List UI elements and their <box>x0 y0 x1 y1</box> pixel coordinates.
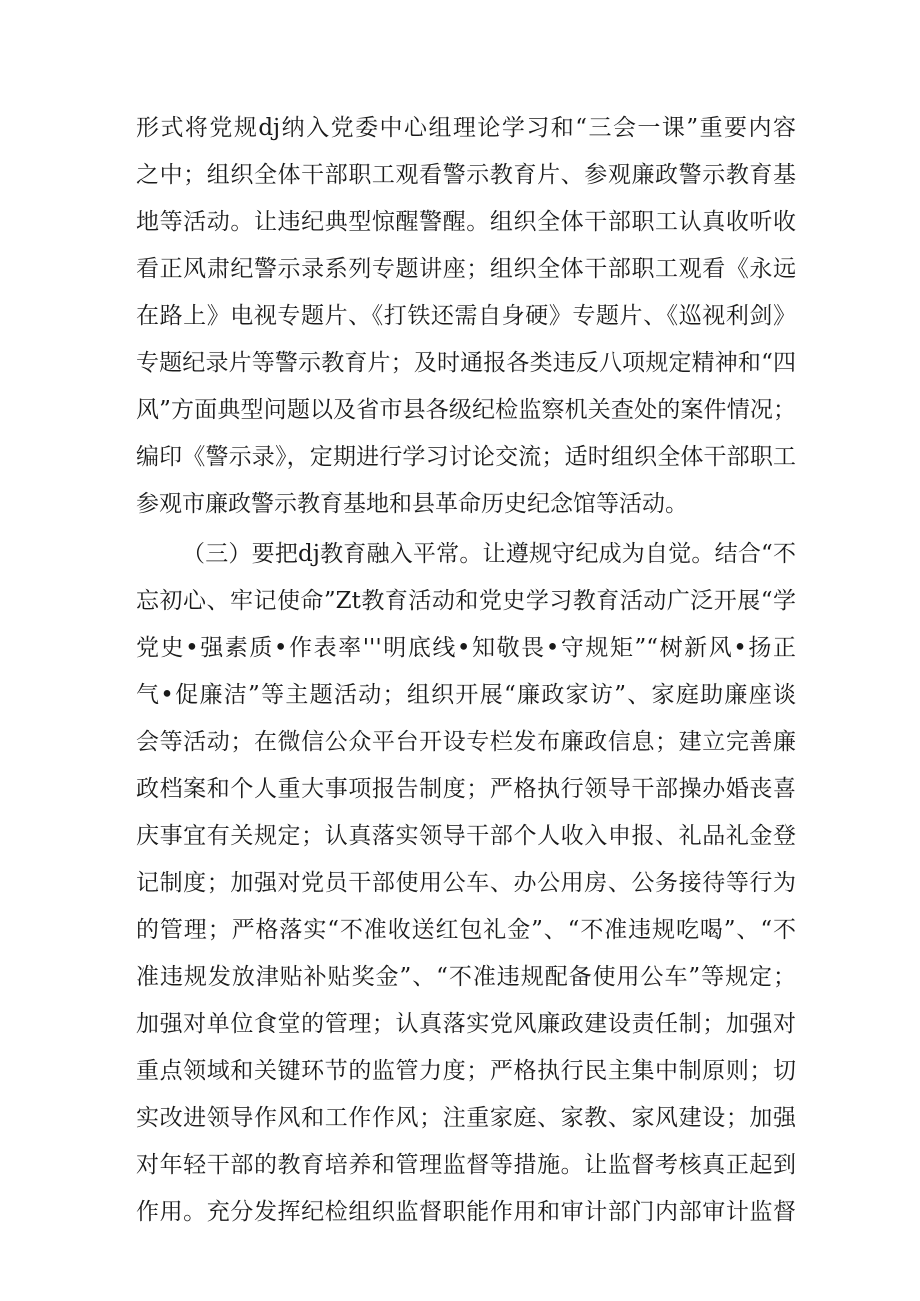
paragraph-2-line-9: 的管理；严格落实“不准收送红包礼金”、“不准违规吃喝”、“不 <box>136 917 796 943</box>
paragraph-2-line-11: 加强对单位食堂的管理；认真落实党风廉政建设责任制；加强对 <box>136 1011 796 1037</box>
paragraph-2-line-7: 庆事宜有关规定；认真落实领导干部个人收入申报、礼品礼金登 <box>136 823 796 849</box>
paragraph-2-line-8: 记制度；加强对党员干部使用公车、办公用房、公务接待等行为 <box>136 870 796 896</box>
paragraph-2-line-5: 会等活动；在微信公众平台开设专栏发布廉政信息；建立完善廉 <box>136 729 796 755</box>
paragraph-1-line-6: 专题纪录片等警示教育片；及时通报各类违反八项规定精神和“四 <box>136 350 796 376</box>
paragraph-2-line-14: 对年轻干部的教育培养和管理监督等措施。让监督考核真正起到 <box>136 1152 796 1178</box>
paragraph-1-line-7: 风”方面典型问题以及省市县各级纪检监察机关查处的案件情况； <box>136 397 796 423</box>
paragraph-2-line-15: 作用。充分发挥纪检组织监督职能作用和审计部门内部审计监督 <box>136 1199 796 1225</box>
paragraph-1-line-4: 看正风肃纪警示录系列专题讲座；组织全体干部职工观看《永远 <box>136 256 796 282</box>
paragraph-1-line-5: 在路上》电视专题片、《打铁还需自身硬》专题片、《巡视利剑》 <box>136 303 796 329</box>
paragraph-1-line-9: 参观市廉政警示教育基地和县革命历史纪念馆等活动。 <box>136 491 688 517</box>
paragraph-2-line-2: 忘初心、牢记使命”Zt教育活动和党史学习教育活动广泛开展“学 <box>136 588 796 614</box>
paragraph-2-line-12: 重点领域和关键环节的监管力度；严格执行民主集中制原则；切 <box>136 1058 796 1084</box>
paragraph-2-line-13: 实改进领导作风和工作作风；注重家庭、家教、家风建设；加强 <box>136 1105 796 1131</box>
paragraph-2-line-6: 政档案和个人重大事项报告制度；严格执行领导干部操办婚丧喜 <box>136 776 796 802</box>
paragraph-2-line-3: 党史•强素质•作表率'''明底线•知敬畏•守规矩”“树新风•扬正 <box>136 635 796 661</box>
paragraph-1-line-2: 之中；组织全体干部职工观看警示教育片、参观廉政警示教育基 <box>136 162 796 188</box>
paragraph-2-line-1: （三）要把dj教育融入平常。让遵规守纪成为自觉。结合“不 <box>182 541 796 567</box>
paragraph-1-line-1: 形式将党规dj纳入党委中心组理论学习和“三会一课”重要内容 <box>136 115 796 141</box>
paragraph-2-line-10: 准违规发放津贴补贴奖金”、“不准违规配备使用公车”等规定； <box>136 964 796 990</box>
paragraph-2-line-4: 气•促廉洁”等主题活动；组织开展“廉政家访”、家庭助廉座谈 <box>136 682 796 708</box>
paragraph-1-line-3: 地等活动。让违纪典型惊醒警醒。组织全体干部职工认真收听收 <box>136 209 796 235</box>
paragraph-1-line-8: 编印《警示录》，定期进行学习讨论交流；适时组织全体干部职工 <box>136 444 796 470</box>
